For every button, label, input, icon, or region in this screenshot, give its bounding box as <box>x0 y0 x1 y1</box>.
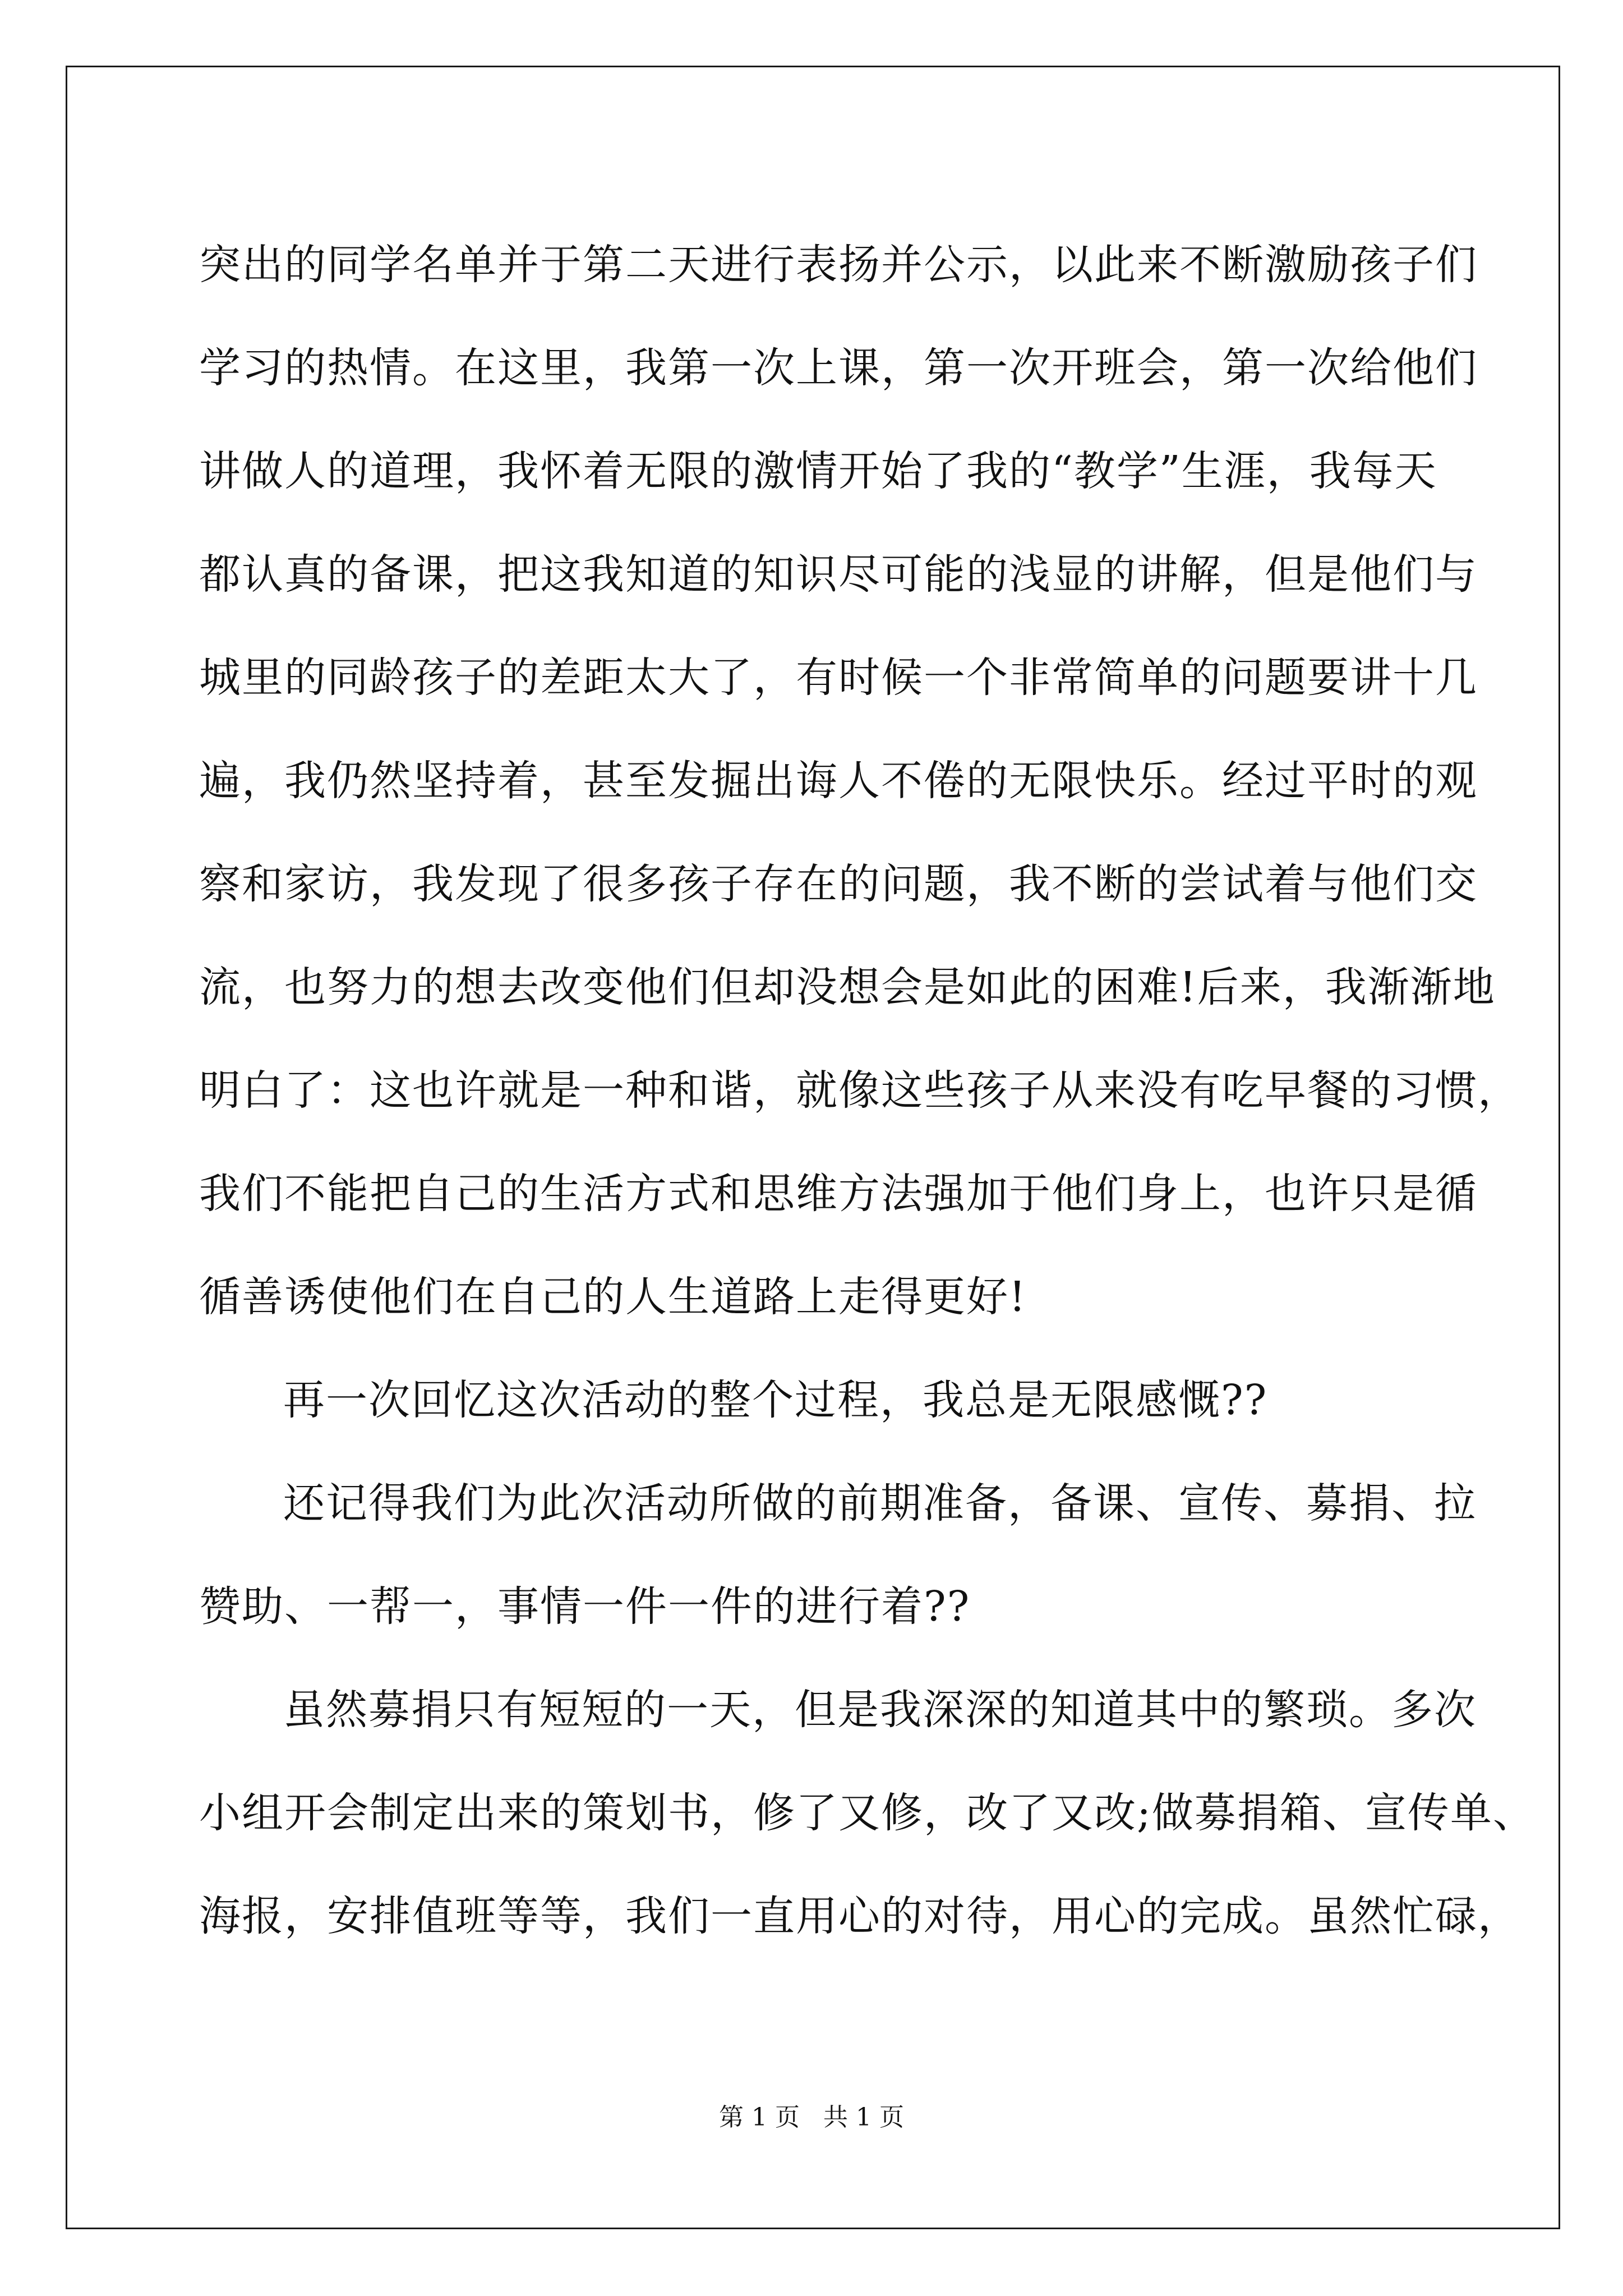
text-line: 小组开会制定出来的策划书，修了又修，改了又改;做募捐箱、宣传单、 <box>199 1789 1536 1837</box>
text-line: 讲做人的道理，我怀着无限的激情开始了我的“教学”生涯，我每天 <box>199 447 1437 495</box>
page-number-footer: 第 1 页 共 1 页 <box>719 2103 904 2132</box>
document-body <box>199 213 1536 1968</box>
paragraph-first-line: 虽然募捐只有短短的一天，但是我深深的知道其中的繁琐。多次 <box>283 1686 1477 1734</box>
text-line: 明白了：这也许就是一种和谐，就像这些孩子从来没有吃早餐的习惯， <box>199 1066 1520 1115</box>
text-line: 学习的热情。在这里，我第一次上课，第一次开班会，第一次给他们 <box>199 344 1478 392</box>
paragraph-first-line: 还记得我们为此次活动所做的前期准备，备课、宣传、募捐、拉 <box>283 1479 1477 1527</box>
text-line: 我们不能把自己的生活方式和思维方法强加于他们身上，也许只是循 <box>199 1170 1478 1218</box>
text-line: 流，也努力的想去改变他们但却没想会是如此的困难!后来，我渐渐地 <box>199 963 1496 1011</box>
text-line: 察和家访，我发现了很多孩子存在的问题，我不断的尝试着与他们交 <box>199 860 1478 908</box>
text-line: 城里的同龄孩子的差距太大了，有时候一个非常简单的问题要讲十几 <box>199 654 1478 702</box>
text-line: 循善诱使他们在自己的人生道路上走得更好! <box>199 1273 1027 1321</box>
paragraph-first-line: 再一次回忆这次活动的整个过程，我总是无限感慨?? <box>283 1376 1268 1424</box>
text-line: 遍，我仍然坚持着，甚至发掘出诲人不倦的无限快乐。经过平时的观 <box>199 757 1478 805</box>
text-line: 都认真的备课，把这我知道的知识尽可能的浅显的讲解，但是他们与 <box>199 550 1478 599</box>
text-line: 突出的同学名单并于第二天进行表扬并公示，以此来不断激励孩子们 <box>199 241 1478 289</box>
text-line: 赞助、一帮一，事情一件一件的进行着?? <box>199 1582 971 1631</box>
text-line: 海报，安排值班等等，我们一直用心的对待，用心的完成。虽然忙碌， <box>199 1892 1520 1940</box>
